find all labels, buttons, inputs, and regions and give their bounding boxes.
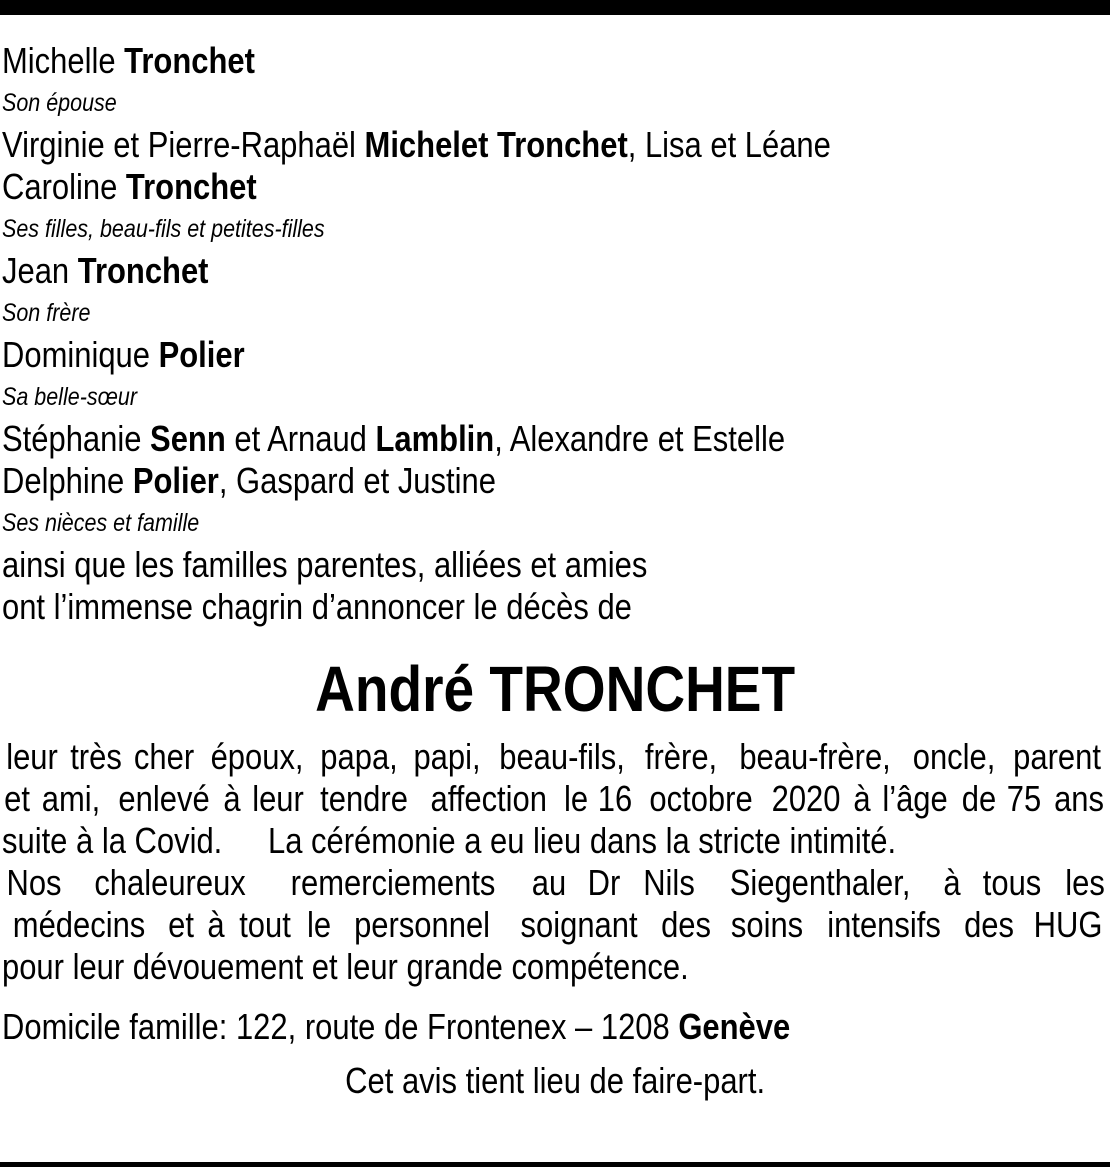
word: personnel xyxy=(354,904,491,945)
word: le xyxy=(307,904,332,945)
ceremony-line: La cérémonie a eu lieu dans la stricte intimité. xyxy=(268,820,897,861)
word: papi, xyxy=(413,736,481,777)
word: et xyxy=(4,778,30,819)
word: des xyxy=(964,904,1015,945)
relation-label: Ses nièces et famille xyxy=(2,509,200,537)
word: soignant xyxy=(520,904,638,945)
family-address: Domicile famille: 122, route de Frontenex – 1208 Genève xyxy=(2,1006,791,1047)
word: oncle, xyxy=(912,736,996,777)
justified-line xyxy=(2,736,1108,778)
justified-line xyxy=(2,904,1108,946)
word: tous xyxy=(982,862,1042,903)
word: à xyxy=(223,778,242,819)
word: octobre xyxy=(649,778,753,819)
tribute-paragraph xyxy=(2,736,1108,988)
word: au xyxy=(531,862,566,903)
family-line: Delphine Polier, Gaspard et Justine xyxy=(2,460,496,501)
word: beau-frère, xyxy=(738,736,891,777)
justified-line xyxy=(2,862,1108,904)
word: époux, xyxy=(210,736,304,777)
word: beau-fils, xyxy=(499,736,626,777)
word: soins xyxy=(730,904,803,945)
word: frère, xyxy=(644,736,718,777)
word: 75 xyxy=(1007,778,1042,819)
relation-label: Sa belle-sœur xyxy=(2,383,138,411)
word: médecins xyxy=(12,904,146,945)
word: 2020 xyxy=(771,778,841,819)
word: Siegenthaler, xyxy=(729,862,911,903)
word: ami, xyxy=(42,778,101,819)
word: cher xyxy=(133,736,195,777)
family-line: Caroline Tronchet xyxy=(2,166,257,207)
word: à xyxy=(207,904,225,945)
word: Dr xyxy=(587,862,621,903)
relation-label: Ses filles, beau-fils et petites-filles xyxy=(2,215,325,243)
text-line: suite à la Covid. xyxy=(2,820,223,861)
word: de xyxy=(961,778,997,819)
word: enlevé xyxy=(118,778,210,819)
word: les xyxy=(1065,862,1105,903)
deceased-name: André TRONCHET xyxy=(314,653,796,725)
family-line: Jean Tronchet xyxy=(2,250,209,291)
word: l’âge xyxy=(882,778,949,819)
word: et xyxy=(167,904,194,945)
word: Nos xyxy=(6,862,62,903)
obituary-notice xyxy=(2,40,1108,1102)
family-line: Stéphanie Senn et Arnaud Lamblin, Alexandre et Estelle xyxy=(2,418,786,459)
word: remerciements xyxy=(291,862,496,903)
family-line: Michelle Tronchet xyxy=(2,40,255,81)
word: le xyxy=(563,778,588,819)
word: ans xyxy=(1053,778,1104,819)
word: à xyxy=(942,862,961,903)
announcement-line: ont l’immense chagrin d’annoncer le décès de xyxy=(2,586,632,627)
announcement-line: ainsi que les familles parentes, alliées et amies xyxy=(2,544,648,585)
top-rule xyxy=(0,0,1110,15)
word: chaleureux xyxy=(94,862,246,903)
word: à xyxy=(853,778,871,819)
word: Nils xyxy=(643,862,695,903)
justified-line xyxy=(2,778,1108,820)
bottom-rule xyxy=(0,1162,1110,1167)
family-line: Dominique Polier xyxy=(2,334,245,375)
word: très xyxy=(69,736,122,777)
word: leur xyxy=(6,736,58,777)
word: intensifs xyxy=(827,904,942,945)
word: affection xyxy=(430,778,547,819)
relation-label: Son épouse xyxy=(2,89,117,117)
closing-note: Cet avis tient lieu de faire-part. xyxy=(345,1060,765,1101)
word: papa, xyxy=(320,736,399,777)
word: leur xyxy=(252,778,304,819)
word: parent xyxy=(1012,736,1101,777)
word: 16 xyxy=(598,778,633,819)
family-line: Virginie et Pierre-Raphaël Michelet Tronchet, Lisa et Léane xyxy=(2,124,831,165)
text-line: pour leur dévouement et leur grande compétence. xyxy=(2,946,689,987)
word: tendre xyxy=(320,778,409,819)
word: tout xyxy=(239,904,292,945)
word: des xyxy=(660,904,711,945)
word: HUG xyxy=(1033,904,1103,945)
relation-label: Son frère xyxy=(2,299,91,327)
